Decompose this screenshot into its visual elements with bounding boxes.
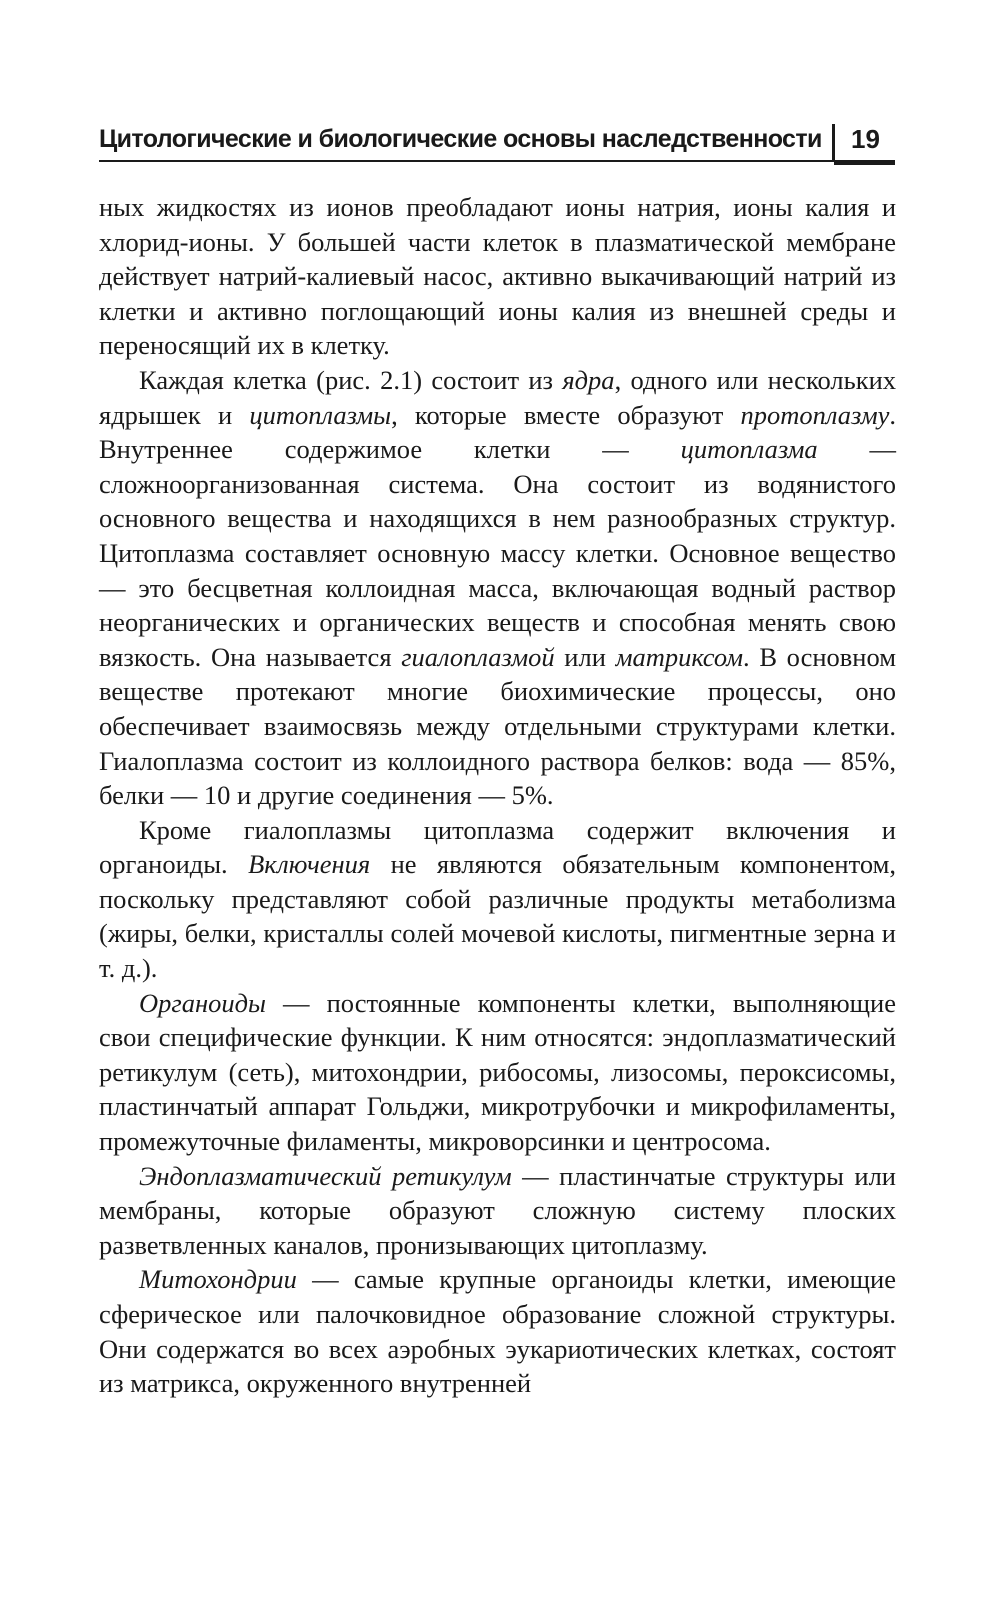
paragraph: [99, 1159, 896, 1263]
paragraph: [99, 363, 896, 813]
text-run: не являются обязательным компонентом, поскольку представляют собой различные продукты метаболизма (жиры, белки, кристаллы солей мочевой кислоты, пигментные зерна и т. д.).: [99, 849, 896, 984]
running-header-title: Цитологические и биологические основы наследственности: [99, 125, 822, 153]
text-run: или: [554, 641, 616, 672]
italic-term: Органоиды: [139, 987, 266, 1018]
italic-term: Эндоплазматический ретикулум: [139, 1160, 512, 1191]
text-run: . Внутреннее содержимое клетки —: [99, 399, 896, 465]
text-run: Каждая клетка (рис. 2.1) состоит из: [139, 364, 563, 395]
italic-term: матриксом: [615, 641, 744, 672]
text-run: . В основном веществе протекают многие биохимические процессы, оно обеспечивает взаимосвязь между отдельными структурами клетки. Гиалоплазма состоит из коллоидного раствора белков: вода — 85%, белки — 10 и другие соединения — 5%.: [99, 641, 896, 811]
text-run: , одного или нескольких ядрышек и: [99, 364, 896, 430]
text-run: — пластинчатые структуры или мембраны, которые образуют сложную систему плоских разветвленных каналов, пронизывающих цитоплазму.: [99, 1160, 896, 1260]
text-run: ных жидкостях из ионов преобладают ионы натрия, ионы калия и хлорид-ионы. У большей части клеток в плазматической мембране действует натрий-калиевый насос, активно выкачивающий натрий из клетки и активно поглощающий ионы калия из внешней среды и переносящий их в клетку.: [99, 192, 896, 361]
paragraph: [99, 986, 896, 1159]
header-rule: [99, 160, 833, 162]
header-divider: [832, 124, 835, 162]
text-run: , которые вместе образуют: [391, 399, 741, 430]
text-run: Кроме гиалоплазмы цитоплазма содержит включения и органоиды.: [99, 814, 896, 880]
body-text: [99, 190, 896, 1401]
italic-term: цитоплазмы: [249, 399, 392, 430]
italic-term: ядра: [562, 364, 615, 395]
paragraph: [99, 190, 896, 363]
italic-term: Включения: [248, 849, 371, 880]
paragraph: [99, 813, 896, 986]
running-header: [99, 120, 895, 166]
page-number-rule: [834, 160, 895, 165]
page-number: 19: [851, 124, 880, 154]
italic-term: Митохондрии: [139, 1264, 297, 1295]
text-run: — сложноорганизованная система. Она состоит из водянистого основного вещества и находящихся в нем разнообразных структур. Цитоплазма составляет основную массу клетки. Основное вещество — это бесцветная коллоидная масса, включающая водный раствор неорганических и органических веществ и способная менять свою вязкость. Она называется: [99, 434, 896, 672]
text-run: — самые крупные органоиды клетки, имеющие сферическое или палочковидное образование сложной структуры. Они содержатся во всех аэробных эукариотических клетках, состоят из матрикса, окруженного внутренней: [99, 1264, 896, 1399]
italic-term: гиалоплазмой: [401, 641, 555, 672]
paragraph: [99, 1262, 896, 1400]
italic-term: цитоплазма: [680, 434, 818, 465]
text-run: — постоянные компоненты клетки, выполняющие свои специфические функции. К ним относятся: эндоплазматический ретикулум (сеть), митохондрии, рибосомы, лизосомы, пероксисомы, пластинчатый аппарат Гольджи, микротрубочки и микрофиламенты, промежуточные филаменты, микроворсинки и центросома.: [99, 987, 896, 1157]
italic-term: протоплазму: [740, 399, 890, 430]
